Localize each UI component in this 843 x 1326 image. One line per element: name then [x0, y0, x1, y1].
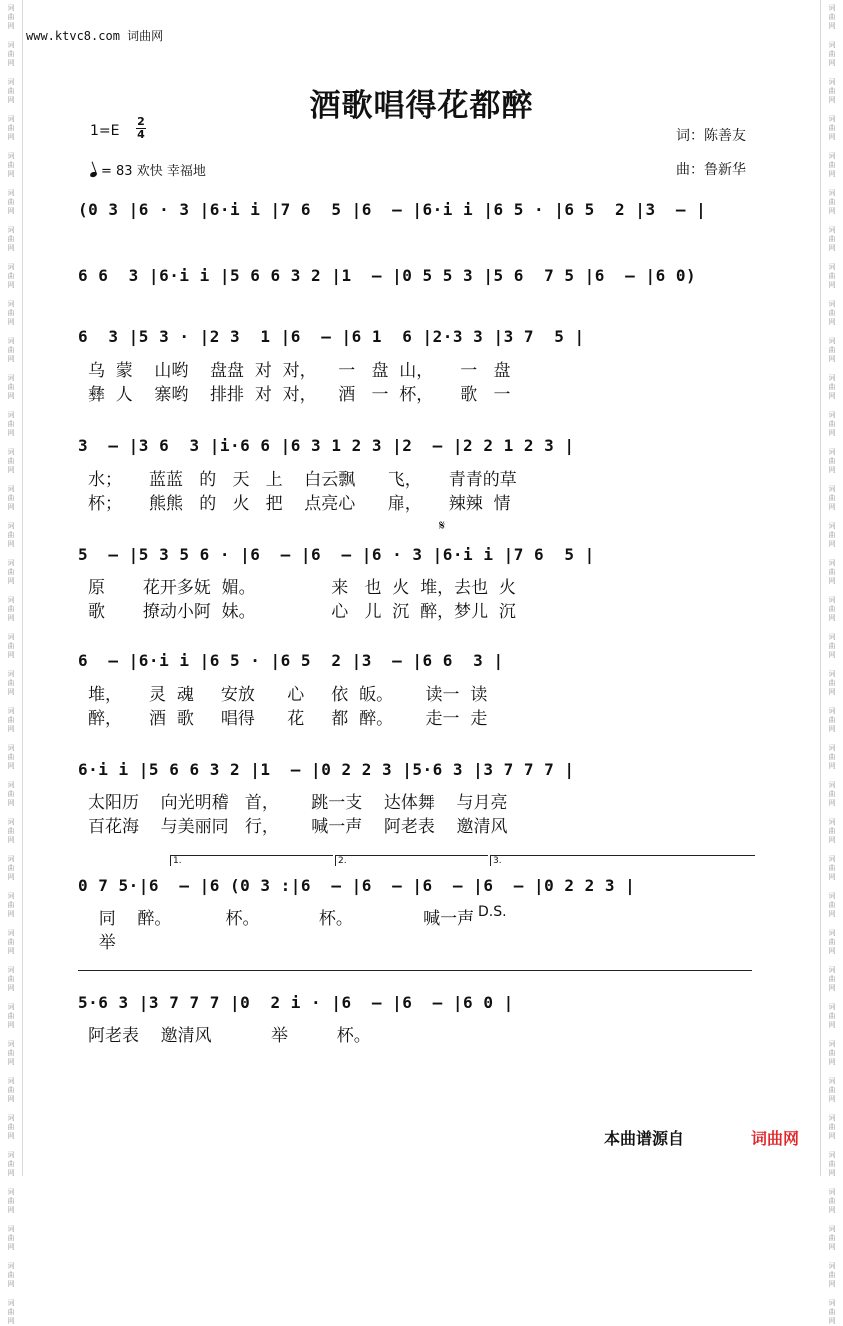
watermark-text: 词 曲 网 [828, 4, 836, 30]
watermark-text: 词 曲 网 [7, 892, 15, 918]
watermark-text: 词 曲 网 [7, 559, 15, 585]
lyrics-system-7-verse-1: 太阳历 向光明稽 首， 跳一支 达体舞 与月亮 [88, 793, 508, 813]
watermark-text: 词 曲 网 [7, 1299, 15, 1325]
watermark-text: 词 曲 网 [7, 41, 15, 67]
watermark-text: 词 曲 网 [7, 633, 15, 659]
watermark-text: 词 曲 网 [7, 1040, 15, 1066]
watermark-text: 词 曲 网 [7, 485, 15, 511]
notes-system-7: 6·i i |5 6 6 3 2 |1 – |0 2 2 3 |5·6 3 |3 7 7 7 | [78, 760, 575, 779]
watermark-text: 词 曲 网 [828, 78, 836, 104]
watermark-text: 词 曲 网 [7, 300, 15, 326]
composer: 曲：鲁新华 [676, 162, 746, 178]
watermark-text: 词 曲 网 [7, 448, 15, 474]
watermark-text: 词 曲 网 [7, 1003, 15, 1029]
lyrics-system-4-verse-1: 水； 蓝蓝 的 天 上 白云飘 飞， 青青的草 [88, 470, 517, 490]
watermark-text: 词 曲 网 [828, 1299, 836, 1325]
volta-3: 3. [490, 855, 755, 866]
watermark-text: 词 曲 网 [828, 226, 836, 252]
watermark-text: 词 曲 网 [7, 4, 15, 30]
segno-sign: 𝄋 [439, 518, 446, 534]
watermark-text: 词 曲 网 [7, 152, 15, 178]
watermark-text: 词 曲 网 [828, 300, 836, 326]
watermark-text: 词 曲 网 [828, 744, 836, 770]
watermark-text: 词 曲 网 [7, 855, 15, 881]
watermark-text: 词 曲 网 [828, 448, 836, 474]
watermark-text: 词 曲 网 [828, 263, 836, 289]
notes-system-4: 3 – |3 6 3 |i·6 6 |6 3 1 2 3 |2 – |2 2 1 2 3 | [78, 436, 575, 455]
watermark-text: 词 曲 网 [7, 337, 15, 363]
watermark-text: 词 曲 网 [828, 1040, 836, 1066]
watermark-text: 词 曲 网 [7, 78, 15, 104]
watermark-text: 词 曲 网 [7, 670, 15, 696]
lyrics-system-8-verse-1: 同 醉。 杯。 杯。 喊一声 [88, 909, 475, 929]
watermark-text: 词 曲 网 [7, 226, 15, 252]
watermark-text: 词 曲 网 [828, 152, 836, 178]
lyricist: 词：陈善友 [676, 128, 746, 144]
watermark-text: 词 曲 网 [828, 189, 836, 215]
watermark-text: 词 曲 网 [828, 596, 836, 622]
watermark-text: 词 曲 网 [7, 1262, 15, 1288]
lyrics-system-3-verse-1: 乌 蒙 山哟 盘盘 对 对， 一 盘 山， 一 盘 [88, 361, 511, 381]
watermark-text: 词 曲 网 [7, 189, 15, 215]
left-watermark-strip [0, 0, 23, 1325]
notes-system-8: 0 7 5·|6 – |6 (0 3 :|6 – |6 – |6 – |6 – |0 2 2 3 | [78, 876, 636, 895]
watermark-text: 词 曲 网 [828, 374, 836, 400]
lyrics-system-7-verse-2: 百花海 与美丽同 行， 喊一声 阿老表 邀清风 [88, 817, 508, 837]
watermark-text: 词 曲 网 [828, 929, 836, 955]
watermark-text: 词 曲 网 [828, 707, 836, 733]
time-signature [136, 116, 146, 141]
watermark-text: 词 曲 网 [828, 966, 836, 992]
watermark-text: 词 曲 网 [828, 818, 836, 844]
watermark-text: 词 曲 网 [828, 855, 836, 881]
watermark-text: 词 曲 网 [7, 966, 15, 992]
notes-system-6: 6 – |6·i i |6 5 · |6 5 2 |3 – |6 6 3 | [78, 651, 504, 670]
notes-system-3: 6 3 |5 3 · |2 3 1 |6 – |6 1 6 |2·3 3 |3 7 5 | [78, 327, 585, 346]
tempo-text: = 83 欢快 幸福地 [101, 164, 206, 179]
watermark-text: 词 曲 网 [828, 1225, 836, 1251]
footer-source-label: 本曲谱源自 [604, 1129, 685, 1148]
key-signature: 1=E [90, 123, 120, 139]
tempo-marking [90, 160, 206, 179]
notes-system-9: 5·6 3 |3 7 7 7 |0 2 i · |6 – |6 – |6 0 | [78, 993, 514, 1012]
watermark-text: 词 曲 网 [828, 337, 836, 363]
watermark-text: 词 曲 网 [828, 633, 836, 659]
watermark-text: 词 曲 网 [7, 818, 15, 844]
time-numerator: 2 [137, 115, 145, 128]
watermark-text: 词 曲 网 [828, 522, 836, 548]
watermark-text: 词 曲 网 [828, 1188, 836, 1214]
watermark-text: 词 曲 网 [7, 707, 15, 733]
watermark-text: 词 曲 网 [828, 1077, 836, 1103]
watermark-text: 词 曲 网 [7, 522, 15, 548]
watermark-text: 词 曲 网 [7, 781, 15, 807]
coda-bracket [78, 970, 752, 971]
watermark-text: 词 曲 网 [828, 411, 836, 437]
lyrics-system-5-verse-1: 原 花开多妩 媚。 来 也 火 堆，去也 火 [88, 578, 516, 598]
watermark-text: 词 曲 网 [828, 41, 836, 67]
watermark-text: 词 曲 网 [828, 115, 836, 141]
watermark-text: 词 曲 网 [7, 1188, 15, 1214]
lyrics-system-5-verse-2: 歌 撩动小阿 妹。 心 儿 沉 醉，梦儿 沉 [88, 602, 516, 622]
watermark-text: 词 曲 网 [7, 1077, 15, 1103]
watermark-text: 词 曲 网 [828, 1262, 836, 1288]
lyrics-system-3-verse-2: 彝 人 寨哟 排排 对 对， 酒 一 杯， 歌 一 [88, 385, 511, 405]
volta-1: 1. [170, 855, 333, 866]
watermark-text: 词 曲 网 [7, 263, 15, 289]
quarter-note-icon [89, 171, 97, 178]
watermark-text: 词 曲 网 [7, 1151, 15, 1177]
time-denominator: 4 [137, 128, 145, 141]
watermark-text: 词 曲 网 [7, 1225, 15, 1251]
watermark-text: 词 曲 网 [828, 1114, 836, 1140]
notes-system-1: (0 3 |6 · 3 |6·i i |7 6 5 |6 – |6·i i |6 5 · |6 5 2 |3 – | [78, 200, 707, 219]
watermark-text: 词 曲 网 [7, 1114, 15, 1140]
lyrics-system-9-verse-1: 阿老表 邀清风 举 杯。 [88, 1026, 371, 1046]
watermark-text: 词 曲 网 [828, 781, 836, 807]
lyrics-system-6-verse-1: 堆， 灵 魂 安放 心 依 皈。 读一 读 [88, 685, 488, 705]
watermark-text: 词 曲 网 [7, 374, 15, 400]
watermark-text: 词 曲 网 [828, 1003, 836, 1029]
watermark-text: 词 曲 网 [828, 485, 836, 511]
watermark-text: 词 曲 网 [828, 670, 836, 696]
watermark-text: 词 曲 网 [828, 892, 836, 918]
footer-brand-link[interactable]: 词曲网 [751, 1129, 800, 1148]
notes-system-5: 5 – |5 3 5 6 · |6 – |6 – |6 · 3 |6·i i |7 6 5 | [78, 545, 595, 564]
watermark-text: 词 曲 网 [828, 559, 836, 585]
watermark-text: 词 曲 网 [7, 411, 15, 437]
watermark-text: 词 曲 网 [828, 1151, 836, 1177]
watermark-text: 词 曲 网 [7, 744, 15, 770]
site-url[interactable]: www.ktvc8.com 词曲网 [26, 29, 164, 43]
volta-2: 2. [335, 855, 488, 866]
right-watermark-strip [820, 0, 843, 1325]
notes-system-2: 6 6 3 |6·i i |5 6 6 3 2 |1 – |0 5 5 3 |5 6 7 5 |6 – |6 0) [78, 266, 697, 285]
watermark-text: 词 曲 网 [7, 596, 15, 622]
watermark-text: 词 曲 网 [7, 929, 15, 955]
lyrics-system-4-verse-2: 杯； 熊熊 的 火 把 点亮心 扉， 辣辣 情 [88, 494, 511, 514]
dal-segno-marker: D.S. [478, 904, 507, 920]
lyrics-system-6-verse-2: 醉， 酒 歌 唱得 花 都 醉。 走一 走 [88, 709, 488, 729]
song-title: 酒歌唱得花都醉 [309, 88, 534, 124]
lyrics-system-8-verse-2: 举 [88, 933, 116, 953]
watermark-text: 词 曲 网 [7, 115, 15, 141]
